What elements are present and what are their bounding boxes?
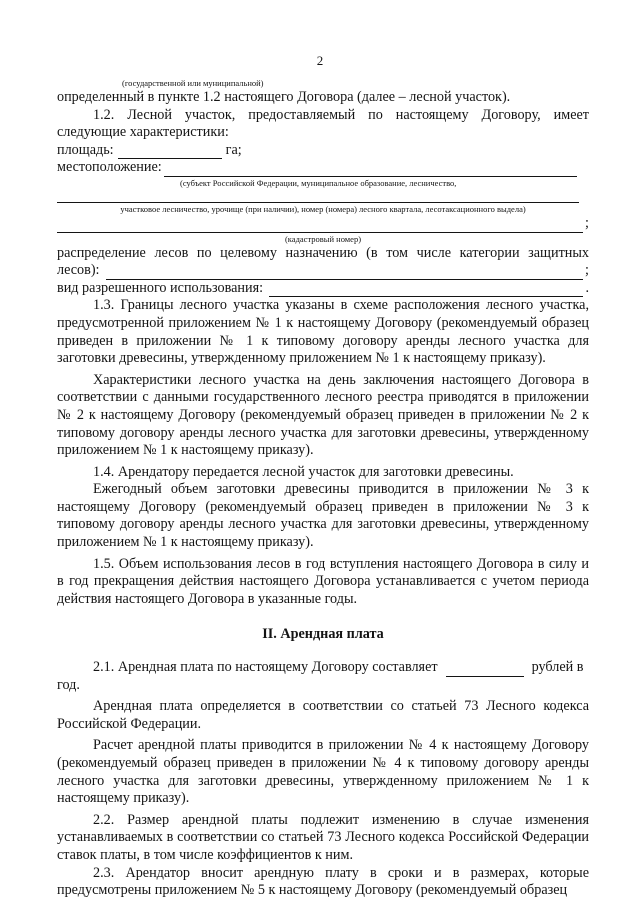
paragraph-1-4: 1.4. Арендатору передается лесной участок для заготовки древесины. <box>93 463 514 480</box>
permitted-use-blank-line <box>269 284 583 297</box>
page-number: 2 <box>316 53 324 68</box>
rent-amount-blank-line <box>446 664 524 677</box>
location-field-row <box>57 159 589 177</box>
paragraph-2-3: 2.3. Арендатор вносит арендную плату в сроки и в размерах, которые предусмотрены приложением № 5 к настоящему Договору (рекомендуемый образец <box>57 864 589 899</box>
permitted-use-field-row <box>57 280 589 298</box>
location-blank-line <box>164 164 577 177</box>
cadastral-field-row <box>57 215 589 233</box>
section-2-title: II. Арендная плата <box>262 626 384 643</box>
distribution-blank-line <box>106 267 584 280</box>
paragraph-2-1-cont: год. <box>57 676 80 693</box>
paragraph-rent-determined: Арендная плата определяется в соответствии со статьей 73 Лесного кодекса Российской Федерации. <box>57 698 589 732</box>
caption-ownership: (государственной или муниципальной) <box>122 78 264 88</box>
paragraph-annual-volume: Ежегодный объем заготовки древесины приводится в приложении № 3 к настоящему Договору (рекомендуемый образец приведен в приложении № 3 к типовому договору аренды лесного участка для заготовки древесины, утвержденному приложением № 1 к настоящему приказу). <box>57 481 589 551</box>
caption-forestry: участковое лесничество, урочище (при наличии), номер (номера) лесного квартала, лесотаксационного выдела) <box>120 203 526 214</box>
paragraph-2-2: 2.2. Размер арендной платы подлежит изменению в случае изменения устанавливаемых в соответствии со статьей 73 Лесного кодекса Российской Федерации ставок платы, в том числе коэффициентов к ним. <box>57 811 589 863</box>
paragraph-2-1 <box>57 659 589 677</box>
area-unit: га; <box>225 141 242 158</box>
paragraph-1-2: 1.2. Лесной участок, предоставляемый по настоящему Договору, имеет следующие характеристики: <box>57 106 589 141</box>
caption-location: (субъект Российской Федерации, муниципальное образование, лесничество, <box>180 177 457 188</box>
document-body <box>57 77 589 900</box>
paragraph-intro: определенный в пункте 1.2 настоящего Договора (далее – лесной участок). <box>57 89 511 105</box>
distribution-label: лесов): <box>57 262 100 279</box>
distribution-semicolon: ; <box>585 262 589 279</box>
paragraph-1-5: 1.5. Объем использования лесов в год вступления настоящего Договора в силу и в год прекращения действия настоящего Договора устанавливается с учетом периода действия настоящего Договора в указанные годы. <box>57 555 589 607</box>
distribution-field-row <box>57 262 589 280</box>
cadastral-blank-line <box>57 220 583 233</box>
location-label: местоположение: <box>57 159 162 176</box>
area-field-row <box>57 142 589 160</box>
area-label: площадь: <box>57 141 114 158</box>
paragraph-rent-calculation: Расчет арендной платы приводится в приложении № 4 к настоящему Договору (рекомендуемый образец приведен в приложении № 4 к типовому договору аренды лесного участка для заготовки древесины, утвержденному приложением № 1 к настоящему приказу). <box>57 737 589 807</box>
caption-cadastral: (кадастровый номер) <box>284 233 362 244</box>
permitted-use-period: . <box>585 279 589 296</box>
rent-amount-unit: рублей в <box>531 659 584 676</box>
permitted-use-label: вид разрешенного использования: <box>57 279 264 296</box>
paragraph-distribution: распределение лесов по целевому назначению (в том числе категории защитных <box>57 244 589 261</box>
paragraph-characteristics: Характеристики лесного участка на день заключения настоящего Договора в соответствии с данными государственного лесного реестра приводятся в приложении № 2 к настоящему Договору (рекомендуемый образец приведен в приложении № 2 к типовому договору аренды лесного участка для заготовки древесины, утвержденному приложением № 1 к настоящему приказу). <box>57 371 589 459</box>
paragraph-1-3: 1.3. Границы лесного участка указаны в схеме расположения лесного участка, предусмотренной приложением № 1 к настоящему Договору (рекомендуемый образец приведен в приложении № 1 к типовому договору аренды лесного участка для заготовки древесины, утвержденному приложением № 1 к настоящему приказу). <box>57 297 589 367</box>
area-blank-line <box>118 146 222 159</box>
rent-amount-label: 2.1. Арендная плата по настоящему Договору составляет <box>93 659 438 676</box>
location-line-2 <box>57 189 579 203</box>
cadastral-semicolon: ; <box>585 214 589 231</box>
